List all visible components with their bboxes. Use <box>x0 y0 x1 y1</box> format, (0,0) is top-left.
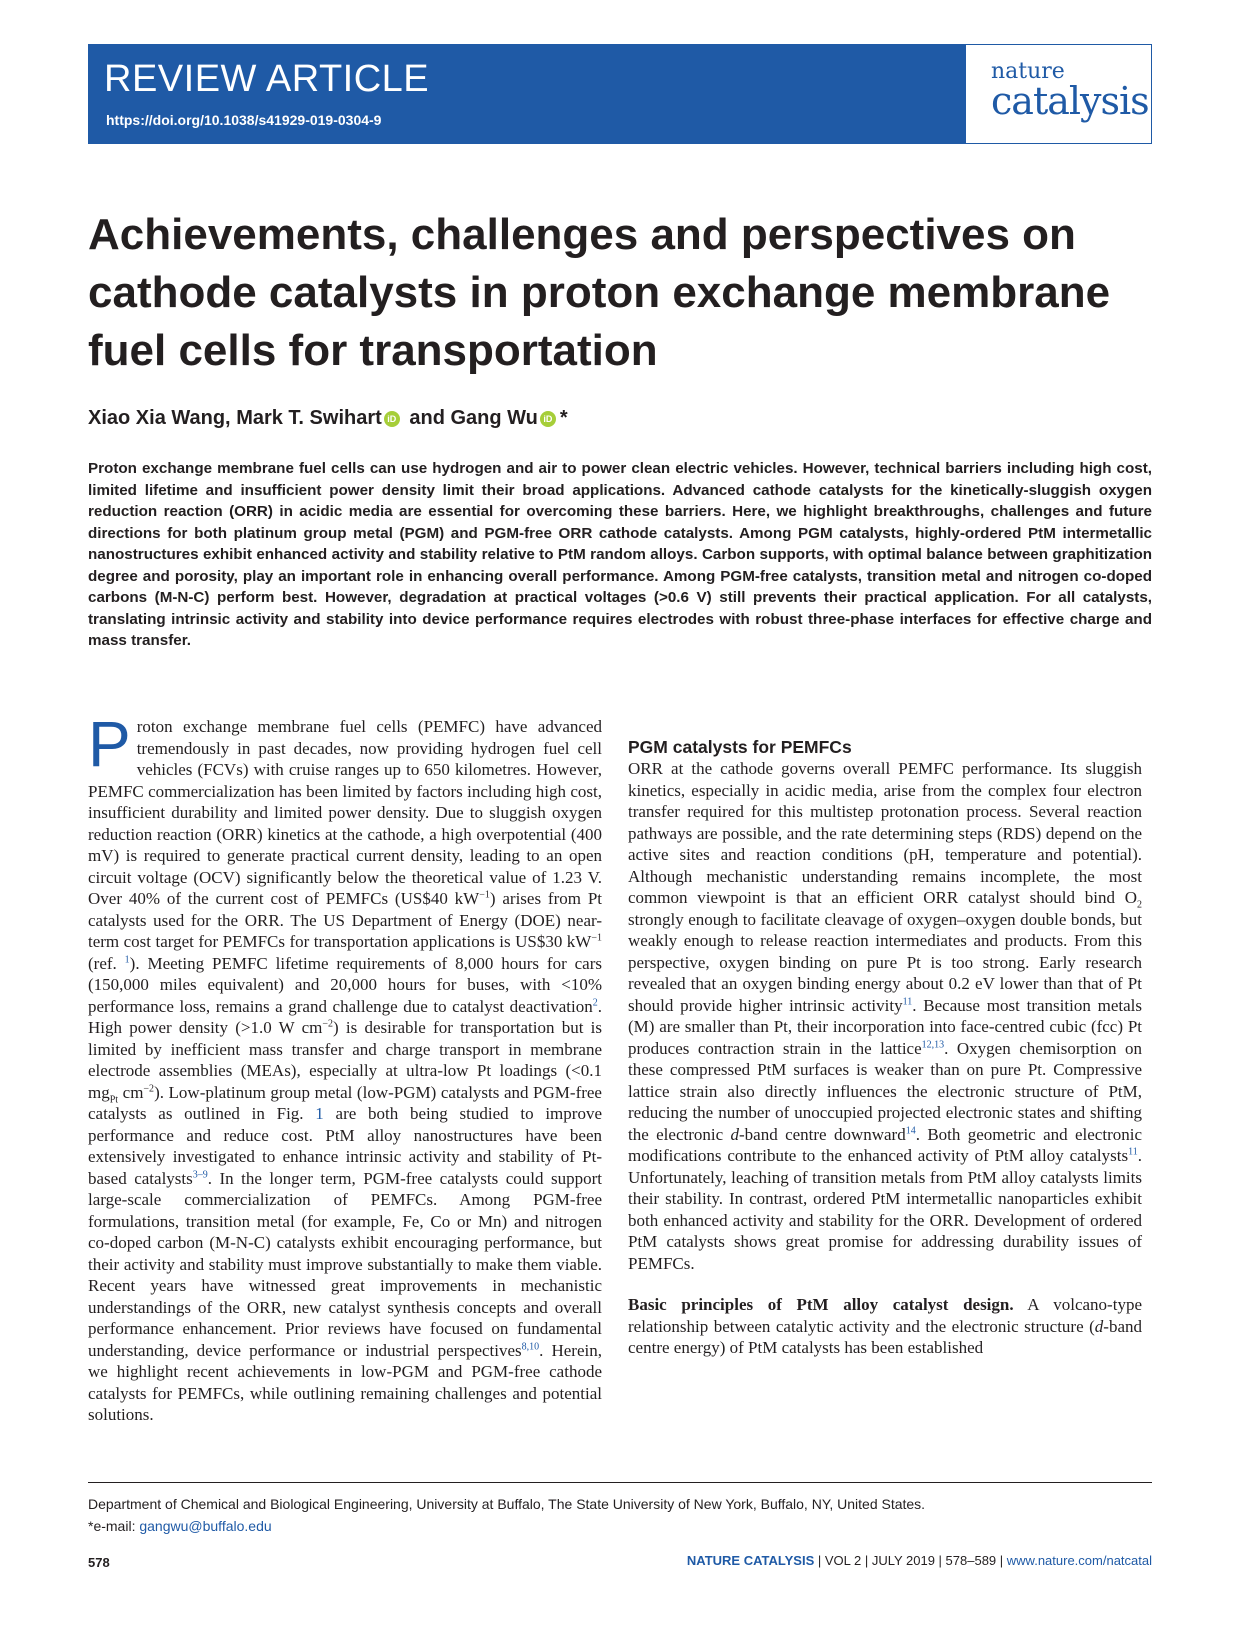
citation-link[interactable]: 1 <box>124 953 130 965</box>
volume-info: | VOL 2 | JULY 2019 | 578–589 | <box>814 1553 1007 1568</box>
citation-link[interactable]: 3–9 <box>192 1168 208 1180</box>
figure-link[interactable]: 1 <box>315 1104 324 1123</box>
citation-link[interactable]: 11 <box>902 995 913 1007</box>
affiliation: Department of Chemical and Biological Engineering, University at Buffalo, The State University of New York, Buffalo, NY, United States. <box>88 1496 926 1512</box>
section-heading: PGM catalysts for PEMFCs <box>628 737 852 757</box>
footnote <box>88 1493 1152 1537</box>
email-link[interactable]: gangwu@buffalo.edu <box>139 1518 272 1534</box>
citation-link[interactable]: 14 <box>905 1124 916 1136</box>
orcid-icon[interactable]: iD <box>540 411 556 427</box>
citation-link[interactable]: 12,13 <box>921 1038 945 1050</box>
subsection-heading: Basic principles of PtM alloy catalyst design. <box>628 1295 1014 1314</box>
body-column-left <box>88 716 602 1454</box>
author-name: Gang Wu <box>450 407 538 429</box>
author-name: Xiao Xia Wang, <box>88 407 231 429</box>
section-paragraph: ORR at the cathode governs overall PEMFC performance. Its sluggish kinetics, especially in acidic media, arise from the complex four electron transfer required for this multistep protonation process. Several reaction pathways are possible, and the rate determining steps (RDS) depend on the active sites and reaction conditions (pH, temperature and potential). Although mechanistic understanding remains incomplete, the most common viewpoint is that an efficient ORR catalyst should bind $O_2$ strongly enough to facilitate cleavage of oxygen–oxygen double bonds, but weakly enough to release reaction intermediates and products. From this perspective, oxygen binding on pure Pt is too strong. Early research revealed that an oxygen binding energy about 0.2 eV lower than that of Pt should provide higher intrinsic activity$^{11}$. Because most transition metals (M) are smaller than Pt, their incorporation into face-centred cubic (fcc) Pt produces contraction strain in the lattice$^{12,13}$. Oxygen chemisorption on these compressed PtM surfaces is weaker than on pure Pt. Compressive lattice strain also directly influences the electronic structure of PtM, reducing the number of unoccupied projected electronic states and shifting the electronic d-band centre downward$^{14}$. Both geometric and electronic modifications contribute to the enhanced activity of PtM alloy catalysts$^{11}$. Unfortunately, leaching of transition metals from PtM alloy catalysts limits their stability. In contrast, ordered PtM intermetallic nanoparticles exhibit both enhanced activity and stability for the ORR. Development of ordered PtM catalysts shows great promise for addressing durability issues of PEMFCs. <box>628 759 1143 1273</box>
drop-cap: P <box>88 716 131 780</box>
journal-logo-bottom: catalysis <box>991 79 1149 123</box>
intro-paragraph: Proton exchange membrane fuel cells (PEMFC) have advanced tremendously in past decades, now providing hydrogen fuel cell vehicles (FCVs) with cruise ranges up to 650 kilometres. However, PEMFC commercialization has been limited by factors including high cost, insufficient durability and limited power density. Due to sluggish oxygen reduction reaction (ORR) kinetics at the cathode, a high overpotential (400 mV) is required to generate practical current density, leading to an open circuit voltage (OCV) significantly below the theoretical value of 1.23 V. Over 40% of the current cost of PEMFCs (US$40 $kW^{-1}$) arises from Pt catalysts used for the ORR. The US Department of Energy (DOE) near-term cost target for PEMFCs for transportation applications is US$30 $kW^{-1}$ (ref. $^1$). Meeting PEMFC lifetime requirements of 8,000 hours for cars (150,000 miles equivalent) and 20,000 hours for buses, with <10% performance loss, remains a grand challenge due to catalyst deactivation$^2$. High power density (>1.0 W $cm^{-2}$) is desirable for transportation but is limited by inefficient mass transfer and charge transport in membrane electrode assemblies (MEAs), especially at ultra-low Pt loadings (<0.1 $mg_{Pt}$ $cm^{-2}$). Low-platinum group metal (low-PGM) catalysts and PGM-free catalysts as outlined in Fig. 1 are both being studied to improve performance and reduce cost. PtM alloy nanostructures have been extensively investigated to enhance intrinsic activity and stability of Pt-based catalysts$^{3-9}$. In the longer term, PGM-free catalysts could support large-scale commercialization of PEMFCs. Among PGM-free formulations, transition metal (for example, Fe, Co or Mn) and nitrogen co-doped carbon (M-N-C) catalysts exhibit encouraging performance, but their activity and stability must improve substantially to make them viable. Recent years have witnessed great improvements in mechanistic understandings of the ORR, new catalyst synthesis concepts and overall performance enhancement. Prior reviews have focused on fundamental understanding, device performance or industrial perspectives$^{8,10}$. Herein, we highlight recent achievements in low-PGM and PGM-free cathode catalysts for PEMFCs, while outlining remaining challenges and potential solutions. <box>88 716 602 1424</box>
body-column-right-content <box>628 716 1142 1359</box>
journal-name: NATURE CATALYSIS <box>686 1553 815 1568</box>
article-type: REVIEW ARTICLE <box>104 58 430 100</box>
citation-link[interactable]: 11 <box>1128 1146 1138 1158</box>
author-name: Mark T. Swihart <box>236 407 382 429</box>
footnote-divider <box>88 1482 1152 1483</box>
journal-logo-top: nature <box>991 59 1065 84</box>
abstract: Proton exchange membrane fuel cells can use hydrogen and air to power clean electric vehicles. However, technical barriers including high cost, limited lifetime and insufficient power density limit their broad applications. Advanced cathode catalysts for the kinetically-sluggish oxygen reduction reaction (ORR) in acidic media are essential for overcoming these barriers. Here, we highlight breakthroughs, challenges and future directions for both platinum group metal (PGM) and PGM-free ORR cathode catalysts. Among PGM catalysts, highly-ordered PtM intermetallic nanostructures exhibit enhanced activity and stability relative to PtM random alloys. Carbon supports, with optimal balance between graphitization degree and porosity, play an important role in enhancing overall performance. Among PGM-free catalysts, transition metal and nitrogen co-doped carbons (M-N-C) perform best. However, degradation at practical voltages (>0.6 V) still prevents their practical application. For all catalysts, translating intrinsic activity and stability into device performance requires electrodes with robust three-phase interfaces for effective charge and mass transfer. <box>88 460 1152 649</box>
article-type-banner <box>88 44 1152 144</box>
citation-link[interactable]: 2 <box>592 996 598 1008</box>
subsection-paragraph: Basic principles of PtM alloy catalyst design. A volcano-type relationship between catalytic activity and the electronic structure (d-band centre energy) of PtM catalysts has been established <box>628 1295 1142 1357</box>
orcid-icon[interactable]: iD <box>384 411 400 427</box>
journal-url-link[interactable]: www.nature.com/natcatal <box>1006 1553 1152 1568</box>
journal-footer <box>687 1553 1152 1568</box>
email-line: *e-mail: gangwu@buffalo.edu <box>88 1518 272 1534</box>
article-title: Achievements, challenges and perspectives on cathode catalysts in proton exchange membrane fuel cells for transportation <box>88 210 1111 375</box>
page-number: 578 <box>88 1555 110 1570</box>
corresponding-author-mark: * <box>559 407 568 429</box>
author-list <box>88 405 1152 431</box>
doi-link[interactable]: https://doi.org/10.1038/s41929-019-0304-9 <box>106 112 382 128</box>
author-conjunction: and <box>409 407 445 429</box>
citation-link[interactable]: 8,10 <box>521 1340 540 1352</box>
journal-logo <box>966 45 1151 143</box>
